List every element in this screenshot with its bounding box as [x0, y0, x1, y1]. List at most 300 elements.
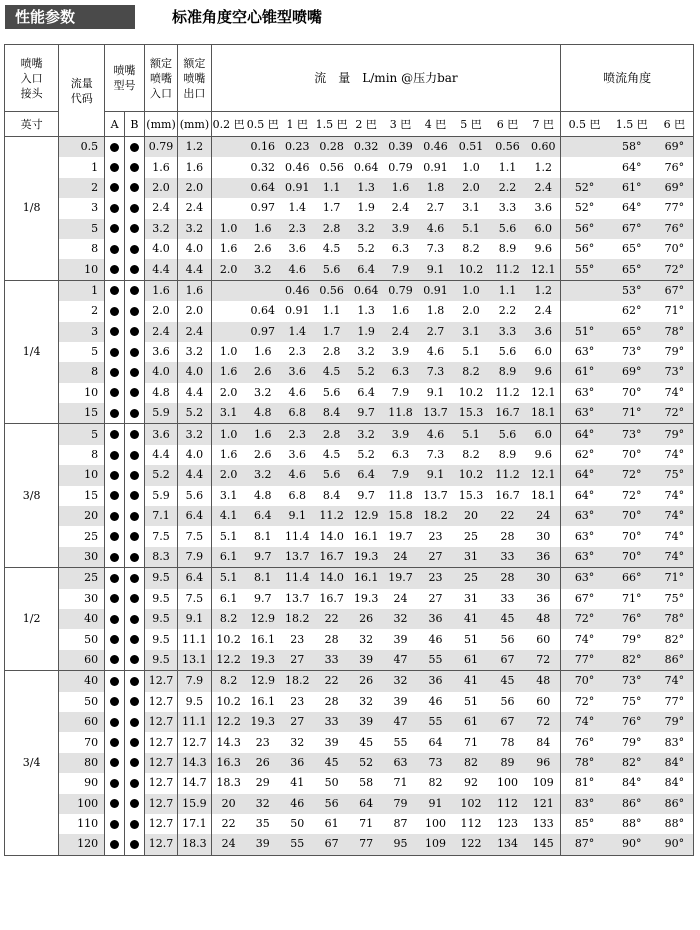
flow-value: 47 [383, 650, 417, 671]
table-row [5, 692, 694, 712]
flow-code: 90 [84, 776, 99, 790]
flow-value: 8.2 [462, 242, 480, 256]
flow-value: 5.1 [453, 219, 488, 239]
header-nozzle-type: 喷嘴 型号 [105, 45, 145, 112]
spray-angle: 64° [622, 160, 642, 174]
flow-value: 3.3 [498, 201, 517, 215]
header-pressure: 2 巴 [349, 112, 383, 137]
table-row [5, 465, 694, 485]
type-a-marker [110, 553, 119, 562]
flow-value: 46 [280, 794, 314, 814]
spray-angle: 64° [622, 201, 642, 215]
type-a-dot [105, 301, 125, 321]
flow-value: 13.7 [418, 403, 453, 424]
spray-angle: 88° [656, 814, 694, 834]
flow-value: 1.9 [349, 322, 383, 342]
type-b-marker [130, 430, 139, 439]
type-b-dot [125, 712, 145, 732]
flow-value: 2.3 [280, 219, 314, 239]
type-a-dot [105, 219, 125, 239]
flow-code: 50 [84, 694, 99, 708]
type-b-marker [130, 245, 139, 254]
flow-value: 31 [463, 591, 478, 605]
flow-code: 40 [59, 609, 105, 629]
header-angle-pressure: 1.5 巴 [608, 112, 656, 137]
spray-angle: 74° [574, 632, 595, 646]
type-b-marker [130, 143, 139, 152]
flow-value: 1.1 [498, 160, 517, 174]
spray-angle: 79° [656, 342, 694, 362]
flow-value: 55 [418, 650, 453, 671]
flow-value: 9.1 [426, 385, 445, 399]
flow-value: 72 [526, 712, 561, 732]
flow-value: 7.9 [383, 465, 417, 485]
spray-angle: 71° [608, 403, 656, 424]
table-row [5, 671, 694, 692]
flow-code: 25 [84, 529, 99, 543]
flow-value: 36 [280, 753, 314, 773]
flow-value: 25 [463, 529, 478, 543]
spray-angle [561, 280, 608, 301]
table-row [5, 650, 694, 671]
flow-value: 27 [418, 547, 453, 568]
type-a-marker [110, 204, 119, 213]
spray-angle: 70° [608, 506, 656, 526]
type-a-dot [105, 506, 125, 526]
page-header [0, 0, 700, 38]
flow-value: 6.8 [288, 488, 306, 502]
type-a-dot [105, 445, 125, 465]
flow-code: 8 [59, 362, 105, 382]
flow-value: 32 [246, 794, 280, 814]
flow-code: 5 [59, 219, 105, 239]
flow-value: 30 [526, 526, 561, 546]
table-row [5, 753, 694, 773]
header-unit-inch: 英寸 [5, 112, 59, 137]
spray-angle: 55° [561, 259, 608, 280]
type-a-dot [105, 547, 125, 568]
flow-value: 1.1 [489, 280, 527, 301]
type-b-marker [130, 697, 139, 706]
spray-angle: 63° [574, 529, 595, 543]
inlet-diameter: 9.5 [144, 568, 177, 589]
flow-value: 13.7 [284, 591, 310, 605]
type-a-marker [110, 286, 119, 295]
inlet-diameter: 4.0 [144, 239, 177, 259]
spray-angle: 67° [656, 280, 694, 301]
flow-value: 2.0 [219, 385, 238, 399]
flow-code: 1 [59, 280, 105, 301]
spray-angle: 63° [561, 568, 608, 589]
flow-value: 1.1 [322, 304, 341, 318]
type-b-marker [130, 677, 139, 686]
flow-value: 73 [418, 753, 453, 773]
performance-table-wrap [4, 44, 694, 856]
type-a-dot [105, 712, 125, 732]
type-a-dot [105, 362, 125, 382]
spray-angle: 73° [608, 424, 656, 445]
type-b-marker [130, 265, 139, 274]
flow-value: 112 [460, 817, 482, 831]
table-row [5, 732, 694, 752]
flow-value: 16.7 [495, 488, 520, 502]
flow-value: 10.2 [216, 632, 241, 646]
table-row [5, 259, 694, 280]
flow-value: 91 [418, 794, 453, 814]
header-unit-mm-inlet: (mm) [144, 112, 177, 137]
flow-code: 120 [59, 834, 105, 855]
spray-angle: 72° [622, 488, 642, 502]
type-b-dot [125, 424, 145, 445]
type-a-dot [105, 137, 125, 158]
type-a-marker [110, 820, 119, 829]
flow-value: 4.6 [418, 424, 453, 445]
flow-value: 1.7 [314, 322, 348, 342]
outlet-diameter: 4.0 [178, 239, 211, 259]
flow-value [211, 301, 245, 321]
flow-value: 45 [489, 671, 527, 692]
outlet-diameter: 4.0 [178, 445, 211, 465]
flow-value: 6.3 [391, 242, 410, 256]
flow-value: 19.3 [349, 547, 383, 568]
flow-value: 6.3 [383, 362, 417, 382]
flow-value: 26 [349, 609, 383, 629]
table-row [5, 526, 694, 546]
flow-value: 12.9 [349, 506, 383, 526]
spray-angle: 65° [608, 259, 656, 280]
type-a-marker [110, 718, 119, 727]
spray-angle: 74° [656, 445, 694, 465]
flow-value: 39 [246, 834, 280, 855]
flow-value: 2.7 [418, 322, 453, 342]
flow-value: 47 [383, 712, 417, 732]
spray-angle: 61° [608, 178, 656, 198]
type-a-dot [105, 259, 125, 280]
spray-angle: 76° [574, 735, 595, 749]
flow-code: 20 [59, 506, 105, 526]
type-a-dot [105, 465, 125, 485]
outlet-diameter: 17.1 [178, 814, 211, 834]
flow-value: 8.4 [322, 488, 341, 502]
flow-value: 2.4 [526, 178, 561, 198]
flow-value: 5.1 [219, 529, 238, 543]
flow-value: 23 [290, 632, 305, 646]
flow-value: 4.6 [280, 465, 314, 485]
outlet-diameter: 5.6 [178, 486, 211, 506]
flow-value: 46 [428, 632, 443, 646]
flow-value: 1.0 [453, 280, 488, 301]
type-a-marker [110, 430, 119, 439]
type-a-marker [110, 409, 119, 418]
table-row [5, 794, 694, 814]
header-pressure: 0.5 巴 [246, 112, 280, 137]
spray-angle: 82° [656, 629, 694, 649]
flow-value: 3.2 [349, 424, 383, 445]
flow-code: 25 [59, 568, 105, 589]
flow-value: 11.8 [383, 403, 417, 424]
type-a-dot [105, 732, 125, 752]
flow-value: 79 [383, 794, 417, 814]
flow-value: 0.64 [349, 280, 383, 301]
flow-value: 3.1 [211, 403, 245, 424]
outlet-diameter: 6.4 [178, 568, 211, 589]
type-b-marker [130, 163, 139, 172]
flow-value: 32 [359, 694, 374, 708]
flow-value: 9.7 [349, 403, 383, 424]
flow-value: 2.0 [211, 465, 245, 485]
type-b-dot [125, 465, 145, 485]
flow-value: 32 [359, 632, 374, 646]
type-b-marker [130, 183, 139, 192]
type-b-marker [130, 471, 139, 480]
type-a-dot [105, 753, 125, 773]
flow-value: 3.1 [453, 322, 488, 342]
table-row [5, 137, 694, 158]
flow-value: 8.2 [462, 448, 480, 462]
flow-code: 80 [59, 753, 105, 773]
type-a-dot [105, 609, 125, 629]
flow-value: 27 [428, 591, 443, 605]
spray-angle: 75° [622, 694, 642, 708]
flow-code: 60 [59, 650, 105, 671]
type-b-marker [130, 615, 139, 624]
type-b-marker [130, 758, 139, 767]
type-b-marker [130, 738, 139, 747]
spray-angle [561, 301, 608, 321]
flow-value: 6.0 [526, 342, 561, 362]
flow-value: 56 [500, 632, 515, 646]
inlet-diameter: 12.7 [144, 712, 177, 732]
flow-value: 13.7 [423, 488, 448, 502]
flow-code: 10 [84, 385, 99, 399]
spray-angle: 64° [561, 465, 608, 485]
flow-value: 0.97 [250, 201, 276, 215]
flow-value: 55 [418, 712, 453, 732]
flow-value: 33 [314, 712, 348, 732]
flow-value: 1.0 [211, 424, 245, 445]
flow-value: 78 [500, 735, 515, 749]
type-b-marker [130, 799, 139, 808]
flow-code: 15 [59, 403, 105, 424]
flow-value: 7.3 [418, 362, 453, 382]
flow-value: 15.3 [453, 403, 488, 424]
flow-value: 11.4 [284, 529, 310, 543]
flow-value: 18.2 [280, 671, 314, 692]
type-a-marker [110, 224, 119, 233]
flow-value: 12.2 [211, 650, 245, 671]
spray-angle: 70° [656, 239, 694, 259]
flow-value: 89 [489, 753, 527, 773]
connector-size: 1/4 [5, 280, 59, 424]
flow-value: 23 [418, 568, 453, 589]
type-a-marker [110, 655, 119, 664]
header-angle-pressure: 6 巴 [656, 112, 694, 137]
flow-code: 8 [91, 448, 99, 462]
flow-value: 3.6 [280, 362, 314, 382]
table-row [5, 609, 694, 629]
inlet-diameter: 4.0 [144, 362, 177, 382]
flow-value: 67 [489, 650, 527, 671]
outlet-diameter: 4.4 [178, 259, 211, 280]
outlet-diameter: 2.4 [178, 198, 211, 218]
flow-value: 39 [324, 735, 339, 749]
flow-value: 8.9 [498, 448, 517, 462]
flow-value: 32 [383, 609, 417, 629]
flow-value: 2.4 [526, 301, 561, 321]
outlet-diameter: 12.7 [178, 732, 211, 752]
spray-angle: 86° [656, 794, 694, 814]
section-badge: 性能参数 [5, 5, 135, 29]
outlet-diameter: 2.0 [178, 178, 211, 198]
outlet-diameter: 3.2 [178, 342, 211, 362]
flow-value: 9.1 [418, 465, 453, 485]
outlet-diameter: 2.4 [178, 322, 211, 342]
flow-value: 82 [428, 776, 443, 790]
flow-value: 24 [393, 591, 408, 605]
flow-value: 0.56 [319, 160, 344, 174]
flow-value: 0.60 [526, 137, 561, 158]
type-a-dot [105, 322, 125, 342]
flow-value: 35 [255, 817, 270, 831]
flow-value: 27 [280, 712, 314, 732]
type-b-dot [125, 629, 145, 649]
flow-code: 110 [77, 817, 99, 831]
table-row [5, 198, 694, 218]
type-a-dot [105, 589, 125, 609]
outlet-diameter: 3.2 [178, 424, 211, 445]
spray-angle: 76° [608, 609, 656, 629]
type-b-dot [125, 526, 145, 546]
inlet-diameter: 12.7 [144, 732, 177, 752]
spray-angle: 84° [656, 773, 694, 793]
flow-code: 50 [84, 632, 99, 646]
spray-angle: 83° [561, 794, 608, 814]
flow-value: 100 [424, 817, 446, 831]
flow-value: 4.6 [418, 219, 453, 239]
spray-angle: 69° [608, 362, 656, 382]
header-unit-mm-outlet: (mm) [178, 112, 211, 137]
connector-size: 1/2 [5, 568, 59, 671]
spray-angle: 52° [574, 201, 595, 215]
flow-value: 0.64 [353, 160, 379, 174]
flow-value: 2.7 [426, 201, 445, 215]
type-a-dot [105, 834, 125, 855]
flow-value: 2.8 [314, 424, 348, 445]
table-row [5, 342, 694, 362]
spray-angle: 67° [574, 591, 595, 605]
flow-value: 1.9 [357, 201, 375, 215]
flow-code: 10 [59, 259, 105, 280]
flow-value: 1.6 [219, 242, 238, 256]
flow-value: 6.8 [280, 403, 314, 424]
flow-value: 6.4 [246, 506, 280, 526]
type-b-marker [130, 840, 139, 849]
table-row [5, 712, 694, 732]
flow-value: 61 [324, 817, 339, 831]
table-row [5, 178, 694, 198]
flow-value: 4.1 [211, 506, 245, 526]
flow-value: 22 [489, 506, 527, 526]
header-pressure: 1.5 巴 [314, 112, 348, 137]
table-row [5, 424, 694, 445]
flow-value: 4.5 [322, 242, 341, 256]
flow-value: 23 [290, 694, 305, 708]
flow-value: 12.2 [211, 712, 245, 732]
flow-value: 71 [463, 735, 478, 749]
flow-value: 61 [453, 712, 488, 732]
flow-value: 39 [349, 650, 383, 671]
flow-value: 51 [463, 632, 478, 646]
type-b-dot [125, 157, 145, 177]
flow-value: 123 [496, 817, 518, 831]
spray-angle: 53° [608, 280, 656, 301]
type-b-marker [130, 409, 139, 418]
flow-value: 3.6 [526, 198, 561, 218]
type-b-marker [130, 307, 139, 316]
flow-code: 40 [59, 671, 105, 692]
flow-value: 2.0 [462, 304, 480, 318]
inlet-diameter: 5.2 [144, 465, 177, 485]
flow-value: 19.7 [388, 529, 413, 543]
type-b-marker [130, 388, 139, 397]
header-pressure: 1 巴 [280, 112, 314, 137]
flow-value: 41 [290, 776, 305, 790]
spray-angle: 75° [656, 465, 694, 485]
flow-value: 30 [526, 568, 561, 589]
spray-angle: 77° [561, 650, 608, 671]
flow-value: 33 [489, 547, 527, 568]
inlet-diameter: 1.6 [144, 157, 177, 177]
spray-angle: 76° [656, 157, 694, 177]
flow-value: 23 [255, 735, 270, 749]
type-a-dot [105, 568, 125, 589]
type-b-dot [125, 178, 145, 198]
inlet-diameter: 9.5 [144, 589, 177, 609]
flow-value: 0.46 [280, 280, 314, 301]
spray-angle: 65° [608, 322, 656, 342]
flow-value: 33 [314, 650, 348, 671]
outlet-diameter: 14.3 [178, 753, 211, 773]
flow-value: 7.3 [426, 242, 445, 256]
type-b-dot [125, 445, 145, 465]
flow-value: 6.1 [211, 547, 245, 568]
flow-value: 12.1 [526, 465, 561, 485]
outlet-diameter: 7.5 [178, 589, 211, 609]
outlet-diameter: 15.9 [178, 794, 211, 814]
inlet-diameter: 7.1 [144, 506, 177, 526]
flow-value: 6.1 [219, 591, 238, 605]
flow-value: 16.1 [349, 568, 383, 589]
flow-value: 9.7 [246, 547, 280, 568]
flow-value: 102 [453, 794, 488, 814]
flow-value [246, 280, 280, 301]
spray-angle: 85° [574, 817, 595, 831]
flow-code: 1 [91, 160, 99, 174]
flow-value: 5.6 [314, 259, 348, 280]
type-b-dot [125, 280, 145, 301]
type-b-marker [130, 532, 139, 541]
spray-angle: 74° [656, 383, 694, 403]
type-b-dot [125, 753, 145, 773]
flow-value: 5.6 [489, 424, 527, 445]
inlet-diameter: 3.6 [144, 424, 177, 445]
flow-value: 1.2 [526, 280, 561, 301]
spray-angle: 79° [622, 735, 642, 749]
header-pressure: 3 巴 [383, 112, 417, 137]
flow-value: 11.2 [495, 385, 520, 399]
flow-code: 30 [59, 547, 105, 568]
inlet-diameter: 9.5 [144, 650, 177, 671]
